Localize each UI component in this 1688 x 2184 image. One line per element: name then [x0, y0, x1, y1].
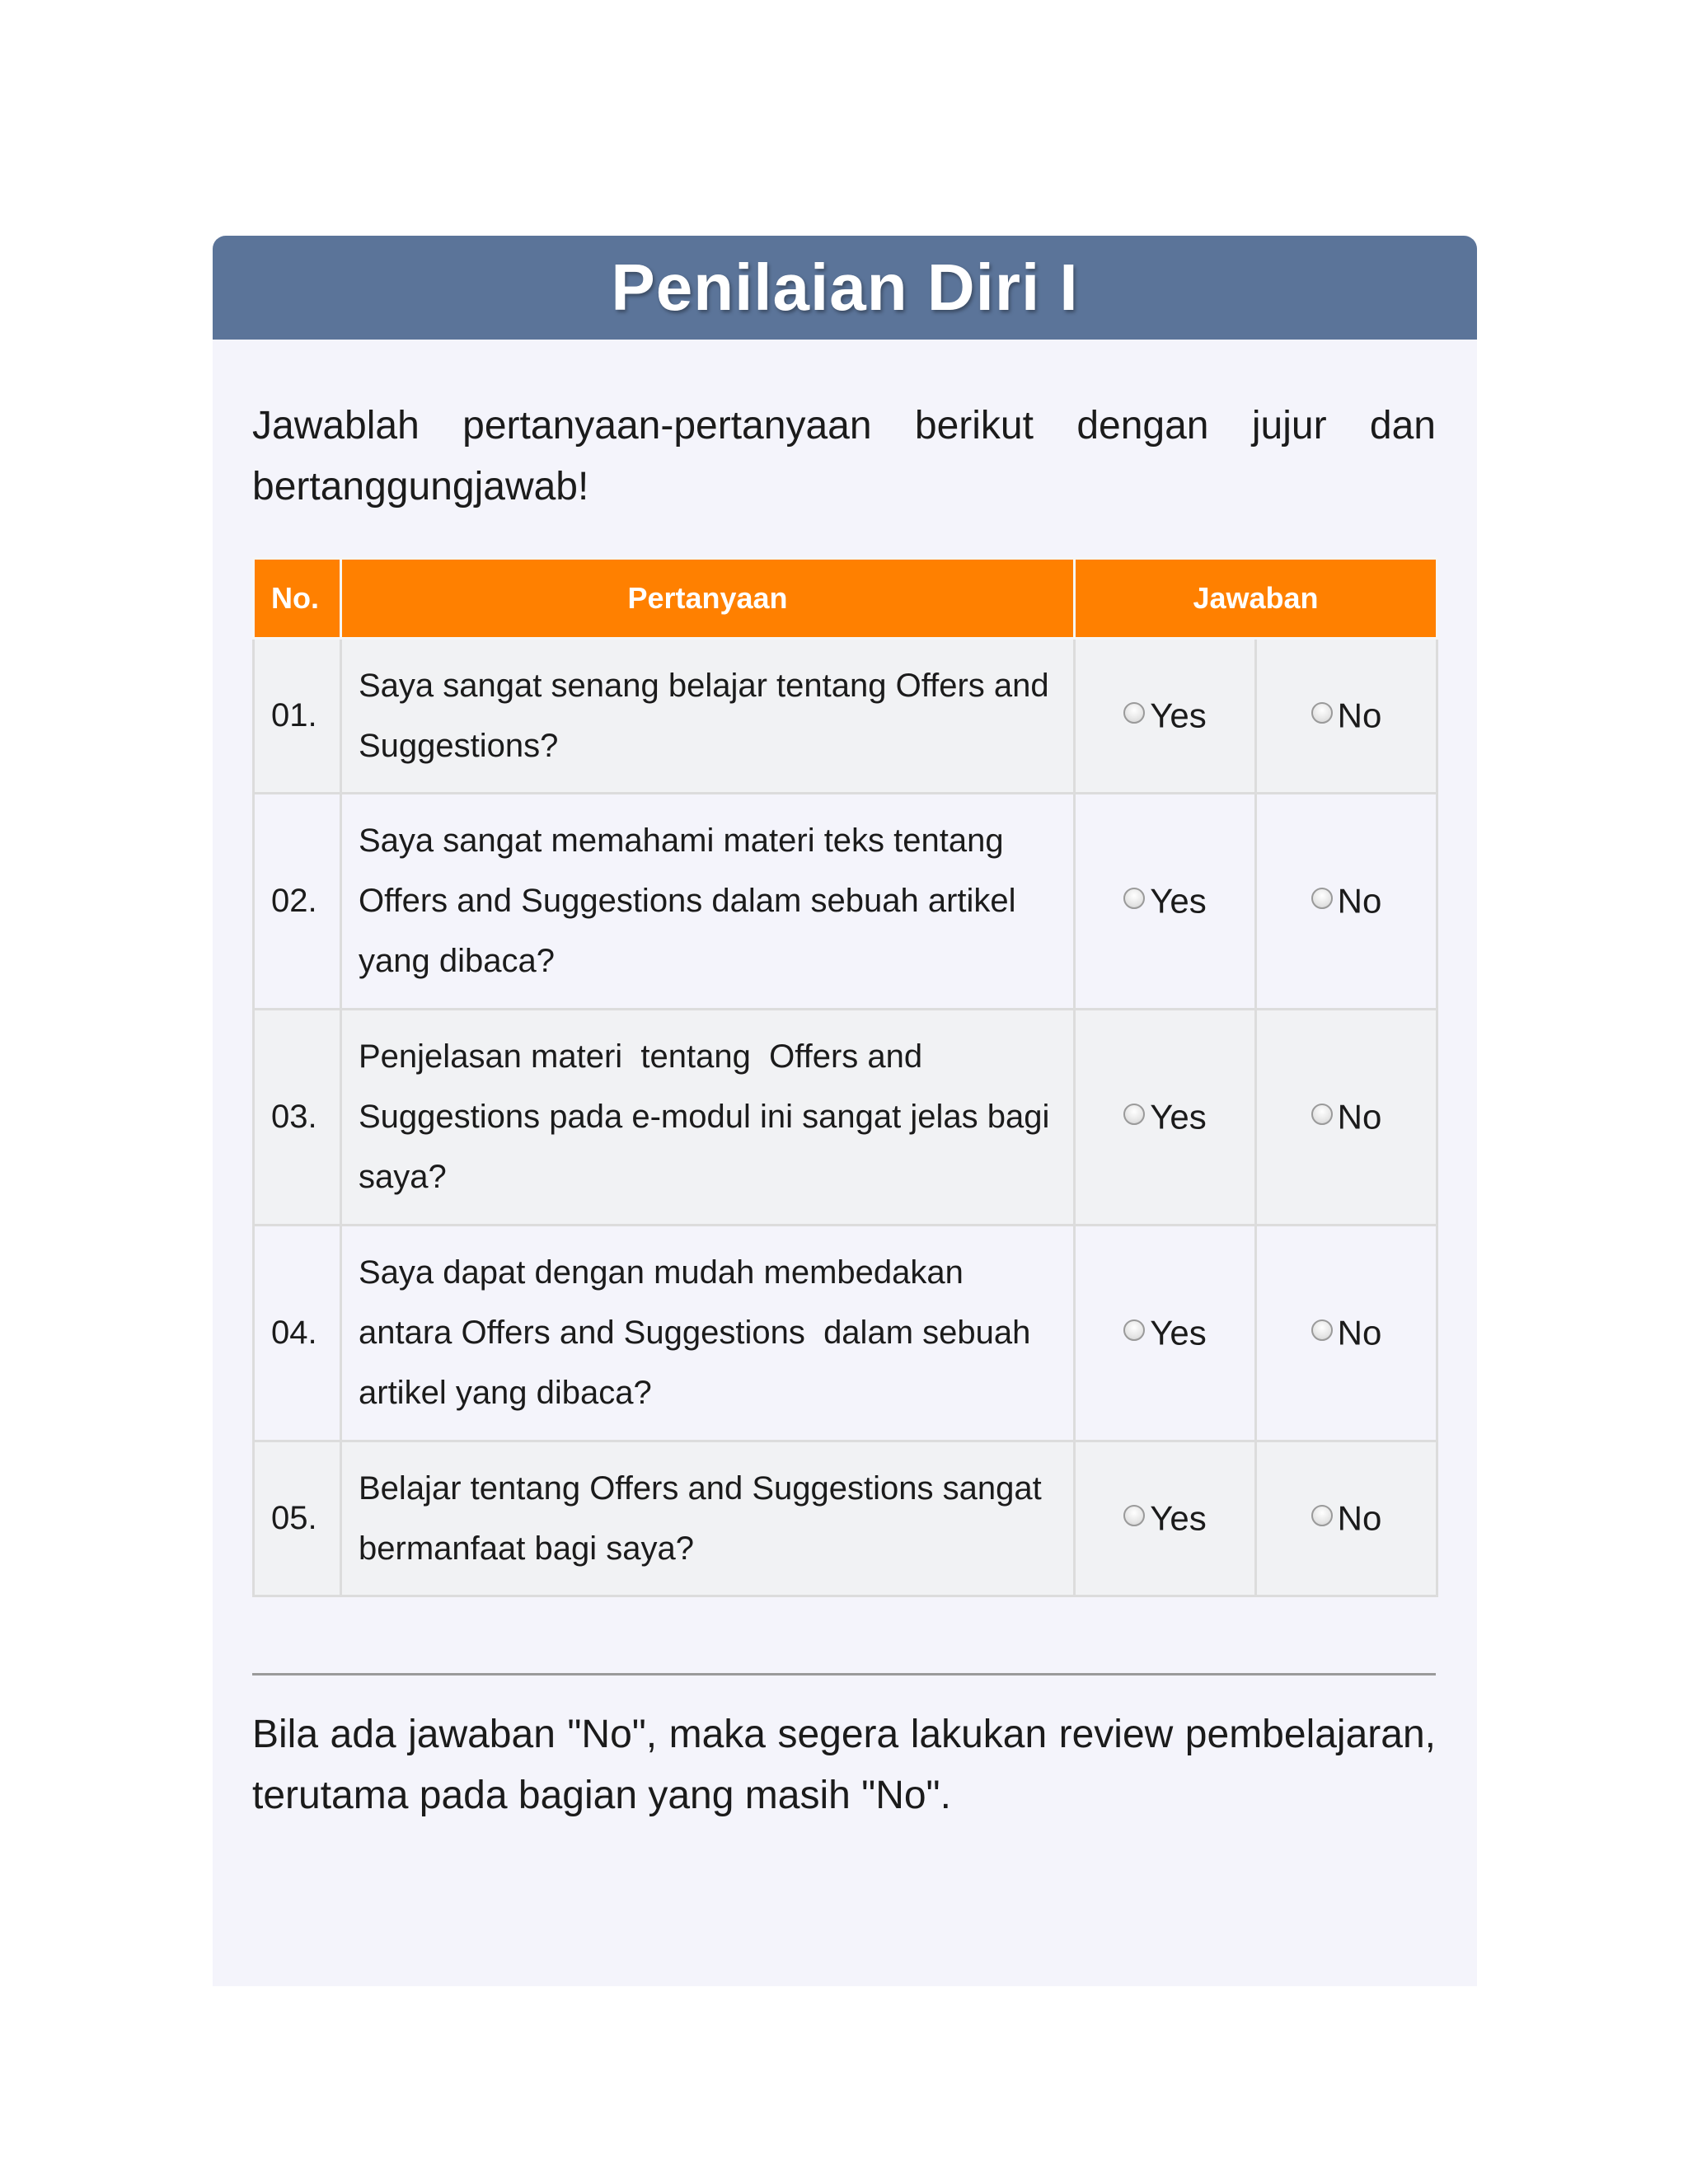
row-question: Saya sangat senang belajar tentang Offers and Suggestions?	[341, 639, 1075, 794]
section-divider	[252, 1673, 1436, 1675]
no-radio-icon[interactable]	[1311, 1319, 1333, 1341]
intro-text: Jawablah pertanyaan-pertanyaan berikut dengan jujur dan bertanggungjawab!	[252, 404, 1436, 509]
table-row	[254, 1010, 1437, 1226]
row-number: 04.	[254, 1226, 341, 1441]
row-question: Saya sangat memahami materi teks tentang Offers and Suggestions dalam sebuah artikel yang dibaca?	[341, 794, 1075, 1010]
page-title: Penilaian Diri I	[611, 251, 1079, 324]
no-option[interactable]	[1256, 639, 1437, 794]
yes-label: Yes	[1150, 696, 1207, 735]
row-number: 02.	[254, 794, 341, 1010]
row-number: 01.	[254, 639, 341, 794]
yes-option[interactable]	[1075, 1010, 1256, 1226]
yes-radio-icon[interactable]	[1123, 1319, 1145, 1341]
no-label: No	[1337, 1313, 1382, 1352]
row-question: Penjelasan materi tentang Offers and Suggestions pada e-modul ini sangat jelas bagi saya?	[341, 1010, 1075, 1226]
no-option[interactable]	[1256, 1441, 1437, 1596]
table-header-row	[254, 559, 1437, 639]
no-option[interactable]	[1256, 794, 1437, 1010]
yes-option[interactable]	[1075, 1441, 1256, 1596]
yes-label: Yes	[1150, 1313, 1207, 1352]
row-number: 03.	[254, 1010, 341, 1226]
yes-option[interactable]	[1075, 1226, 1256, 1441]
table-row	[254, 794, 1437, 1010]
yes-option[interactable]	[1075, 639, 1256, 794]
yes-label: Yes	[1150, 881, 1207, 921]
table-row	[254, 1441, 1437, 1596]
yes-radio-icon[interactable]	[1123, 702, 1145, 724]
yes-option[interactable]	[1075, 794, 1256, 1010]
yes-radio-icon[interactable]	[1123, 1104, 1145, 1125]
footer-note: Bila ada jawaban "No", maka segera lakukan review pembelajaran, terutama pada bagian yang masih "No".	[252, 1713, 1436, 1817]
no-option[interactable]	[1256, 1226, 1437, 1441]
no-radio-icon[interactable]	[1311, 1104, 1333, 1125]
no-radio-icon[interactable]	[1311, 1505, 1333, 1526]
table-row	[254, 1226, 1437, 1441]
header-question: Pertanyaan	[341, 559, 1075, 639]
table-row	[254, 639, 1437, 794]
header-answer: Jawaban	[1075, 559, 1437, 639]
row-question: Saya dapat dengan mudah membedakan antara Offers and Suggestions dalam sebuah artikel yang dibaca?	[341, 1226, 1075, 1441]
self-assessment-card	[213, 236, 1477, 1986]
no-label: No	[1337, 696, 1382, 735]
yes-label: Yes	[1150, 1097, 1207, 1137]
yes-radio-icon[interactable]	[1123, 1505, 1145, 1526]
row-question: Belajar tentang Offers and Suggestions sangat bermanfaat bagi saya?	[341, 1441, 1075, 1596]
no-option[interactable]	[1256, 1010, 1437, 1226]
no-label: No	[1337, 1097, 1382, 1137]
no-label: No	[1337, 881, 1382, 921]
yes-label: Yes	[1150, 1498, 1207, 1538]
no-label: No	[1337, 1498, 1382, 1538]
assessment-table	[252, 557, 1438, 1597]
card-header	[213, 236, 1477, 340]
header-no: No.	[254, 559, 341, 639]
no-radio-icon[interactable]	[1311, 702, 1333, 724]
no-radio-icon[interactable]	[1311, 888, 1333, 909]
yes-radio-icon[interactable]	[1123, 888, 1145, 909]
row-number: 05.	[254, 1441, 341, 1596]
